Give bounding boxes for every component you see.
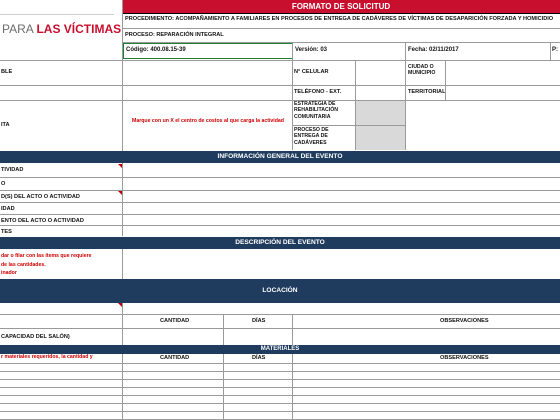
grid-line bbox=[122, 28, 560, 29]
grid-line bbox=[405, 100, 406, 150]
info-row-label: O bbox=[1, 181, 6, 187]
materials-col-quantity: CANTIDAD bbox=[160, 355, 190, 361]
label-city: CIUDAD O MUNICIPIO bbox=[408, 64, 436, 77]
process-text: PROCESO: REPARACIÓN INTEGRAL bbox=[125, 32, 224, 38]
grid-line bbox=[405, 42, 406, 100]
description-band bbox=[0, 237, 560, 249]
location-band bbox=[0, 279, 560, 303]
logo-rule bbox=[0, 14, 114, 15]
description-note: dar o filar con las ítems que requiere bbox=[1, 253, 92, 259]
strategy-label: ESTRATEGIA DE REHABILITACIÓN COMUNITARIA bbox=[294, 101, 338, 120]
label-phone: TELÉFONO - EXT. bbox=[294, 89, 342, 95]
grid-line bbox=[292, 314, 293, 420]
grid-line bbox=[0, 60, 560, 61]
materials-band bbox=[0, 345, 560, 354]
grid-line bbox=[550, 42, 551, 60]
info-row-label: TES bbox=[1, 229, 12, 235]
grid-line bbox=[223, 314, 224, 420]
grid-line bbox=[122, 13, 560, 14]
grid-line bbox=[0, 379, 560, 380]
location-col-observations: OBSERVACIONES bbox=[440, 318, 489, 324]
grid-line bbox=[445, 60, 446, 100]
grid-line bbox=[0, 387, 560, 388]
grid-line bbox=[355, 60, 356, 100]
info-row-label: ENTO DEL ACTO O ACTIVIDAD bbox=[1, 218, 84, 224]
grid-line bbox=[0, 363, 560, 364]
logo-text-prefix: PARA bbox=[2, 22, 37, 36]
description-title: DESCRIPCIÓN DEL EVENTO bbox=[235, 239, 325, 246]
description-note: de las cantidades. bbox=[1, 262, 46, 268]
page-text: P: bbox=[552, 47, 558, 53]
label-visit: ITA bbox=[1, 122, 10, 128]
location-title: LOCACIÓN bbox=[262, 287, 298, 294]
delivery-label: PROCESO DE ENTREGA DE CADÁVERES bbox=[294, 127, 329, 146]
procedure-text: PROCEDIMIENTO: ACOMPAÑAMIENTO A FAMILIARES EN PROCESOS DE ENTREGA DE CADÁVERES DE VÍCTIMAS DE DESAPARICIÓN FORZADA Y HOMICIDIO bbox=[125, 16, 554, 22]
grid-line bbox=[122, 42, 560, 43]
location-col-quantity: CANTIDAD bbox=[160, 318, 190, 324]
description-note: inador bbox=[1, 270, 17, 276]
general-info-title: INFORMACIÓN GENERAL DEL EVENTO bbox=[217, 153, 343, 160]
general-info-band bbox=[0, 151, 560, 163]
materials-col-days: DÍAS bbox=[252, 355, 266, 361]
grid-line bbox=[0, 177, 560, 178]
info-row-label: D(S) DEL ACTO O ACTIVIDAD bbox=[1, 194, 80, 200]
info-row-label: TIVIDAD bbox=[1, 167, 24, 173]
label-cell: N° CELULAR bbox=[294, 69, 329, 75]
grid-line bbox=[0, 411, 560, 412]
mark-instruction: Marque con un X el centro de costos al que carga la actividad bbox=[132, 118, 284, 124]
grid-line bbox=[0, 328, 560, 329]
info-row-label: IDAD bbox=[1, 206, 15, 212]
grid-line bbox=[122, 0, 123, 236]
comment-marker bbox=[118, 191, 122, 195]
label-responsible: BLE bbox=[1, 69, 13, 75]
location-row-capacity: CAPACIDAD DEL SALÓN) bbox=[1, 334, 70, 340]
grid-line bbox=[0, 225, 560, 226]
grid-line bbox=[0, 85, 560, 86]
grid-line bbox=[122, 249, 123, 279]
grid-line bbox=[0, 214, 560, 215]
grid-line bbox=[292, 42, 293, 150]
grid-line bbox=[292, 125, 406, 126]
logo bbox=[0, 0, 122, 60]
materials-title: MATERIALES bbox=[260, 346, 300, 352]
version-text: Versión: 03 bbox=[295, 47, 328, 53]
delivery-checkbox[interactable] bbox=[356, 126, 405, 150]
materials-note: r materiales requeridos, la cantidad y bbox=[1, 354, 93, 360]
comment-marker bbox=[118, 164, 122, 168]
strategy-checkbox[interactable] bbox=[356, 101, 405, 125]
grid-line bbox=[0, 403, 560, 404]
grid-line bbox=[0, 100, 560, 101]
grid-line bbox=[0, 371, 560, 372]
code-text: Código: 400.08.15-39 bbox=[126, 47, 186, 53]
materials-col-observations: OBSERVACIONES bbox=[440, 355, 489, 361]
logo-text bbox=[2, 22, 121, 36]
grid-line bbox=[355, 100, 356, 150]
grid-line bbox=[0, 395, 560, 396]
form-title: FORMATO DE SOLICITUD bbox=[291, 2, 391, 11]
logo-text-highlight: LAS VÍCTIMAS bbox=[36, 22, 122, 36]
grid-line bbox=[0, 202, 560, 203]
grid-line bbox=[0, 314, 560, 315]
grid-line bbox=[0, 190, 560, 191]
date-text: Fecha: 02/11/2017 bbox=[408, 47, 459, 53]
label-territorial: TERRITORIAL bbox=[408, 89, 446, 95]
location-col-days: DÍAS bbox=[252, 318, 266, 324]
